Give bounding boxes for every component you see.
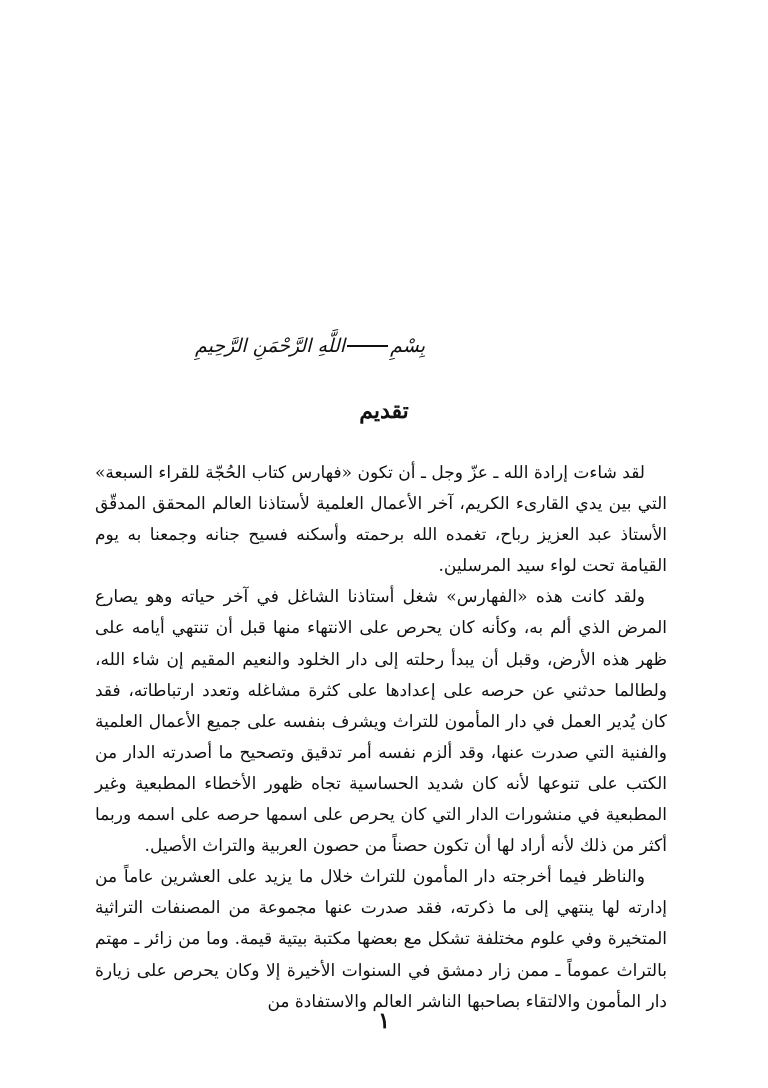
paragraph-2: ولقد كانت هذه «الفهارس» شغل أستاذنا الشاغل في آخر حياته وهو يصارع المرض الذي ألم به، وكأنه كان يحرص على الانتهاء منها قبل أن تنتهي أيامه على ظهر هذه الأرض، وقبل أن يبدأ رحلته إلى دار الخلود والنعيم المقيم إن شاء الله، ولطالما حدثني عن حرصه على إعدادها على كثرة مشاغله وتعدد ارتباطاته، فقد كان يُدير العمل في دار المأمون للتراث ويشرف بنفسه على جميع الأعمال العلمية والفنية التي صدرت عنها، وقد ألزم نفسه أمر تدقيق وتصحيح ما أصدرته الدار من الكتب على تنوعها لأنه كان شديد الحساسية تجاه ظهور الأخطاء المطبعية وغير المطبعية في منشورات الدار التي كان يحرص على اسمها حرصه على اسمه وربما أكثر من ذلك لأنه أراد لها أن تكون حصناً من حصون العربية والتراث الأصيل.	[95, 587, 667, 857]
basmala-stretch-line	[347, 345, 388, 347]
basmala-header	[195, 322, 425, 370]
body-text	[95, 458, 667, 1018]
page-number: ١	[378, 1008, 390, 1034]
paragraph-3: والناظر فيما أخرجته دار المأمون للتراث خلال ما يزيد على العشرين عاماً من إدارته لها ينتهي إلى ما ذكرته، فقد صدرت عنها مجموعة من المصنفات التراثية المتخيرة وفي علوم مختلفة تشكل مع بعضها مكتبة بيتية قيمة. وما من زائر ـ مهتم بالتراث عموماً ـ ممن زار دمشق في السنوات الأخيرة إلا وكان يحرص على زيارة دار المأمون والالتقاء بصاحبها الناشر العالم والاستفادة من	[95, 867, 667, 1012]
basmala-prefix: بِسْمِ	[390, 335, 425, 357]
page-title: تقديم	[359, 398, 409, 424]
paragraph-1: لقد شاءت إرادة الله ـ عزّ وجل ـ أن تكون «فهارس كتاب الحُجّة للقراء السبعة» التي بين يدي القارىء الكريم، آخر الأعمال العلمية لأستاذنا العالم المحقق المدقّق الأستاذ عبد العزيز رباح، تغمده الله برحمته وأسكنه فسيح جنانه وجمعنا به يوم القيامة تحت لواء سيد المرسلين.	[95, 463, 667, 577]
basmala-rest: اللَّهِ الرَّحْمَنِ الرَّحِيمِ	[195, 335, 346, 357]
